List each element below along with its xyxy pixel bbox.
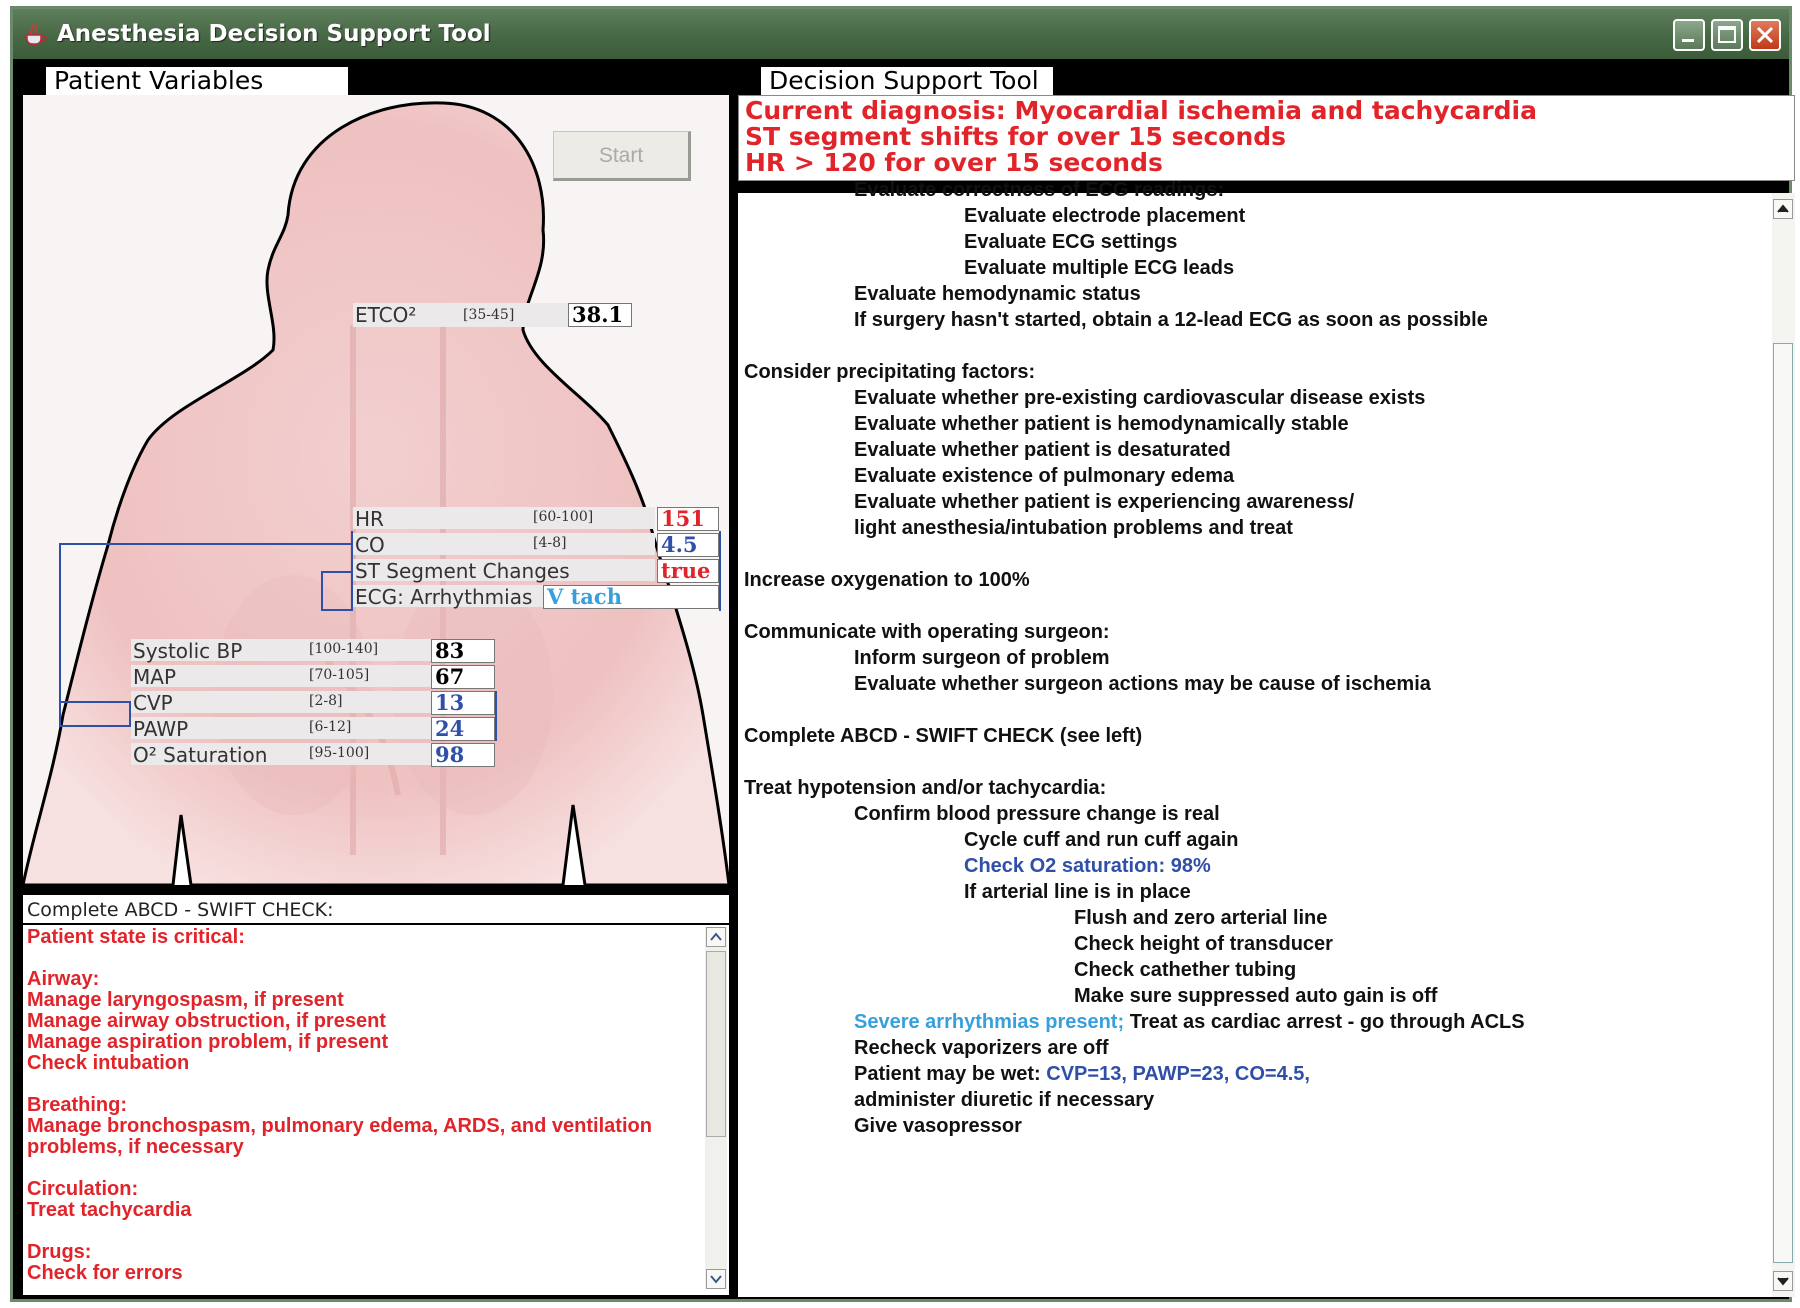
- java-cup-icon: [23, 21, 49, 47]
- recommendation-line: [964, 881, 1191, 904]
- o2-saturation-value: 98: [431, 743, 495, 767]
- recommendation-line: [854, 1063, 1310, 1086]
- connector-line: [59, 701, 131, 703]
- recommendation-line: [854, 439, 1231, 462]
- recommendation-text: Inform surgeon of problem: [854, 647, 1110, 669]
- title-bar[interactable]: [13, 9, 1789, 59]
- recommendation-text: Give vasopressor: [854, 1115, 1022, 1137]
- abcd-line: Breathing:: [27, 1094, 127, 1116]
- connector-line: [129, 701, 131, 727]
- chevron-down-icon: [1774, 1272, 1792, 1290]
- connector-line: [59, 543, 353, 545]
- recommendation-line: [744, 725, 1142, 748]
- abcd-divider: [23, 923, 729, 925]
- recommendation-line: [854, 673, 1431, 696]
- recommendation-text: Make sure suppressed auto gain is off: [1074, 985, 1438, 1007]
- patient-variables-title: Patient Variables: [46, 67, 348, 95]
- scroll-up-button[interactable]: [1773, 199, 1793, 219]
- abcd-line: Patient state is critical:: [27, 926, 245, 948]
- recommendation-text: Evaluate whether surgeon actions may be cause of ischemia: [854, 673, 1431, 695]
- recommendation-text: Patient may be wet:: [854, 1063, 1041, 1085]
- recommendation-line: [964, 257, 1234, 280]
- systolic-bp-label: Systolic BP: [131, 639, 433, 661]
- connector-line: [495, 691, 497, 741]
- abcd-header: Complete ABCD - SWIFT CHECK:: [27, 899, 334, 921]
- recommendation-line: [854, 283, 1141, 306]
- recommendation-text: Flush and zero arterial line: [1074, 907, 1328, 929]
- recommendation-text: Check O2 saturation: 98%: [964, 855, 1211, 877]
- recommendation-line: [744, 569, 1030, 592]
- abcd-line: [27, 1074, 699, 1095]
- recommendation-line: [854, 647, 1110, 670]
- recommendation-line: [964, 829, 1238, 852]
- scroll-thumb[interactable]: [706, 951, 726, 1137]
- recommendation-text: Evaluate ECG settings: [964, 231, 1178, 253]
- diagnosis-line: ST segment shifts for over 15 seconds: [745, 122, 1287, 151]
- decision-support-title: Decision Support Tool: [761, 67, 1053, 95]
- recommendation-line: [854, 1037, 1109, 1060]
- recommendation-line: [854, 1115, 1022, 1138]
- recommendation-text: Treat hypotension and/or tachycardia:: [744, 777, 1107, 799]
- recommendation-text: If surgery hasn't started, obtain a 12-lead ECG as soon as possible: [854, 309, 1488, 331]
- etco2-label: ETCO²: [353, 303, 575, 327]
- recommendation-text: Evaluate multiple ECG leads: [964, 257, 1235, 279]
- patient-body-panel: [23, 95, 729, 885]
- connector-line: [321, 609, 353, 611]
- abcd-line: Manage bronchospasm, pulmonary edema, ARDS, and ventilation: [27, 1115, 652, 1137]
- cvp-value: 13: [431, 691, 495, 715]
- maximize-icon: [1713, 21, 1741, 49]
- systolic-bp-value: 83: [431, 639, 495, 663]
- recommendation-line: [854, 491, 1354, 514]
- recommendation-text: If arterial line is in place: [964, 881, 1191, 903]
- recommendation-text: Consider precipitating factors:: [744, 361, 1036, 383]
- abcd-swift-check-panel: [23, 895, 729, 1295]
- recommendation-line: [854, 517, 1293, 540]
- app-window: [10, 6, 1792, 1302]
- hr-value: 151: [657, 507, 719, 531]
- recommendation-text: Evaluate whether patient is hemodynamically stable: [854, 413, 1349, 435]
- recommendation-text: administer diuretic if necessary: [854, 1089, 1155, 1111]
- st-segment-value: true: [657, 559, 719, 583]
- minimize-icon: [1675, 21, 1703, 49]
- abcd-text-area[interactable]: [27, 927, 699, 1291]
- recommendation-text: Complete ABCD - SWIFT CHECK (see left): [744, 725, 1143, 747]
- recommendation-text: Severe arrhythmias present;: [854, 1011, 1125, 1033]
- recommendation-line: [854, 803, 1220, 826]
- current-diagnosis-panel: [738, 95, 1795, 181]
- recommendation-text: Evaluate whether pre-existing cardiovascular disease exists: [854, 387, 1426, 409]
- recommendation-text: Recheck vaporizers are off: [854, 1037, 1109, 1059]
- recommendation-line: [854, 413, 1349, 436]
- connector-line: [59, 543, 61, 727]
- recommendations-scrollbar[interactable]: [1772, 193, 1795, 1297]
- recommendation-text: Check height of transducer: [1074, 933, 1333, 955]
- scroll-thumb[interactable]: [1773, 343, 1793, 1263]
- abcd-line: Treat tachycardia: [27, 1199, 192, 1221]
- cvp-label: CVP: [131, 691, 433, 713]
- st-segment-label: ST Segment Changes: [353, 559, 655, 581]
- recommendations-panel[interactable]: [738, 179, 1795, 1297]
- abcd-line: [27, 1158, 699, 1179]
- body-silhouette: [23, 95, 729, 885]
- recommendation-line: [854, 387, 1425, 410]
- recommendation-text: Evaluate existence of pulmonary edema: [854, 465, 1235, 487]
- scroll-down-button[interactable]: [706, 1269, 726, 1289]
- recommendation-text: Confirm blood pressure change is real: [854, 803, 1220, 825]
- abcd-scrollbar[interactable]: [705, 927, 727, 1289]
- abcd-line: Drugs:: [27, 1241, 92, 1263]
- map-value: 67: [431, 665, 495, 689]
- co-label: CO: [353, 533, 655, 555]
- close-button[interactable]: [1749, 19, 1781, 51]
- abcd-line: Airway:: [27, 968, 100, 990]
- recommendation-line: [1074, 985, 1437, 1008]
- scroll-down-button[interactable]: [1773, 1271, 1793, 1291]
- connector-line: [719, 531, 721, 611]
- systolic-bp-range: [100-140]: [309, 641, 379, 657]
- window-title: Anesthesia Decision Support Tool: [57, 21, 491, 47]
- o2-saturation-label: O² Saturation: [131, 743, 433, 765]
- o2-saturation-range: [95-100]: [309, 745, 370, 761]
- connector-line: [59, 725, 131, 727]
- recommendation-line: [964, 855, 1211, 878]
- recommendation-line: [1074, 933, 1333, 956]
- recommendation-text: Evaluate correctness of ECG readings:: [854, 179, 1225, 201]
- abcd-line: Manage airway obstruction, if present: [27, 1010, 386, 1032]
- pawp-value: 24: [431, 717, 495, 741]
- recommendation-line: [1074, 959, 1296, 982]
- minimize-button[interactable]: [1673, 19, 1705, 51]
- abcd-line: [27, 948, 699, 969]
- cvp-range: [2-8]: [309, 693, 343, 709]
- hr-range: [60-100]: [533, 509, 594, 525]
- recommendation-line: [854, 1011, 1525, 1034]
- recommendation-line: [854, 1089, 1154, 1112]
- recommendation-text: Evaluate whether patient is desaturated: [854, 439, 1231, 461]
- recommendation-line: [854, 179, 1224, 202]
- recommendation-text: light anesthesia/intubation problems and treat: [854, 517, 1293, 539]
- abcd-line: Manage laryngospasm, if present: [27, 989, 344, 1011]
- recommendation-text: Cycle cuff and run cuff again: [964, 829, 1239, 851]
- connector-line: [321, 571, 323, 611]
- recommendation-suffix: Treat as cardiac arrest - go through ACLS: [1124, 1011, 1525, 1033]
- abcd-line: problems, if necessary: [27, 1136, 244, 1158]
- ecg-arrhythmias-label: ECG: Arrhythmias: [353, 585, 545, 607]
- chevron-down-icon: [707, 1270, 725, 1288]
- recommendation-text: Communicate with operating surgeon:: [744, 621, 1110, 643]
- abcd-line: Circulation:: [27, 1178, 139, 1200]
- recommendation-line: [854, 465, 1234, 488]
- recommendation-text: Increase oxygenation to 100%: [744, 569, 1030, 591]
- hr-label: HR: [353, 507, 655, 529]
- recommendation-values: CVP=13, PAWP=23, CO=4.5,: [1040, 1063, 1310, 1085]
- etco2-value: 38.1: [568, 303, 632, 327]
- chevron-up-icon: [1774, 200, 1792, 218]
- recommendation-line: [744, 777, 1106, 800]
- recommendation-text: Check cathether tubing: [1074, 959, 1297, 981]
- co-value: 4.5: [657, 533, 719, 557]
- diagnosis-line: HR > 120 for over 15 seconds: [745, 148, 1163, 177]
- pawp-label: PAWP: [131, 717, 433, 739]
- pawp-range: [6-12]: [309, 719, 352, 735]
- close-icon: [1751, 21, 1779, 49]
- recommendations-list: [738, 179, 1768, 1297]
- recommendation-text: Evaluate hemodynamic status: [854, 283, 1141, 305]
- diagnosis-line: Current diagnosis: Myocardial ischemia and tachycardia: [745, 96, 1537, 125]
- co-range: [4-8]: [533, 535, 567, 551]
- recommendation-line: [744, 361, 1035, 384]
- recommendation-text: Evaluate electrode placement: [964, 205, 1246, 227]
- scroll-up-button[interactable]: [706, 927, 726, 947]
- abcd-line: [27, 1221, 699, 1242]
- abcd-line: Check intubation: [27, 1052, 190, 1074]
- abcd-line: Check for errors: [27, 1262, 183, 1284]
- recommendation-line: [854, 309, 1488, 332]
- recommendation-text: Evaluate whether patient is experiencing awareness/: [854, 491, 1355, 513]
- etco2-range: [35-45]: [463, 307, 515, 323]
- start-button[interactable]: Start: [553, 131, 691, 181]
- map-range: [70-105]: [309, 667, 370, 683]
- recommendation-line: [1074, 907, 1327, 930]
- recommendation-line: [964, 231, 1177, 254]
- abcd-line: Manage aspiration problem, if present: [27, 1031, 389, 1053]
- chevron-up-icon: [707, 928, 725, 946]
- map-label: MAP: [131, 665, 433, 687]
- connector-line: [321, 571, 353, 573]
- recommendation-line: [964, 205, 1245, 228]
- ecg-arrhythmias-value: V tach: [543, 585, 719, 609]
- recommendation-line: [744, 621, 1110, 644]
- maximize-button[interactable]: [1711, 19, 1743, 51]
